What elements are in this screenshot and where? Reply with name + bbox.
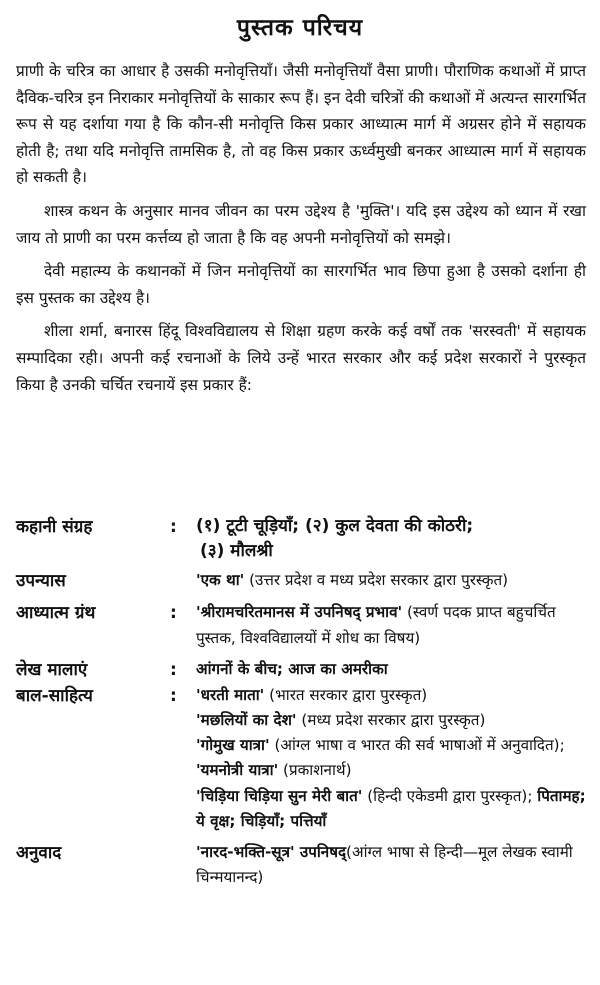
works-value-kahani: [196, 514, 590, 564]
works-value-bal: [196, 683, 590, 834]
bal-item-1-title: 'धरती माता': [196, 685, 265, 704]
paragraph-2: शास्त्र कथन के अनुसार मानव जीवन का परम उद्देश्य है 'मुक्ति'। यदि इस उद्देश्य को ध्यान में रखा जाय तो प्राणी का परम कर्त्तव्य हो जाता है कि वह अपनी मनोवृत्तियों को समझे।: [16, 201, 586, 247]
works-colon: :: [170, 685, 177, 706]
works-value-upanyas: [196, 568, 590, 593]
works-label-anuvad: अनुवाद: [16, 843, 62, 864]
bal-item-4-title: 'चिड़िया चिड़िया सुन मेरी बात': [196, 786, 363, 805]
works-label-bal: बाल-साहित्य: [16, 685, 93, 706]
adhyatma-note: (स्वर्ण पदक प्राप्त बहुचर्चित पुस्तक, विश्वविद्यालयों में शोध का विषय): [196, 603, 556, 647]
works-value-adhyatma: [196, 600, 590, 650]
works-colon: :: [170, 517, 177, 537]
upanyas-title: 'एक था': [196, 571, 245, 590]
kahani-line-1: (१) टूटी चूड़ियाँ; (२) कुल देवता की कोठरी;: [196, 516, 474, 536]
works-row-adhyatma: [16, 600, 590, 650]
bal-item-4: [196, 784, 590, 834]
bal-item-3b-title: 'यमनोत्री यात्रा': [196, 761, 279, 780]
bal-item-3b-note: (प्रकाशनार्थ): [278, 761, 352, 780]
works-colon: :: [170, 603, 177, 624]
bal-item-2-note: (मध्य प्रदेश सरकार द्वारा पुरस्कृत): [296, 711, 486, 730]
works-label-lekh: लेख मालाएं: [16, 659, 88, 680]
upanyas-note: (उत्तर प्रदेश व मध्य प्रदेश सरकार द्वारा पुरस्कृत): [244, 571, 509, 590]
kahani-line-2: (३) मौलश्री: [200, 541, 273, 562]
works-list: [16, 514, 590, 890]
bal-item-4-tail: पितामह; ये वृक्ष; चिड़ियाँ; पत्तियाँ: [196, 786, 586, 830]
works-row-bal: [16, 683, 590, 834]
paragraph-1: प्राणी के चरित्र का आधार है उसकी मनोवृत्तियाँ। जैसी मनोवृत्तियाँ वैसा प्राणी। पौराणिक कथाओं में प्राप्त दैविक-चरित्र इन निराकार मनोवृत्तियों के साकार रूप हैं। इन देवी चरित्रों की कथाओं में अत्यन्त सारगर्भित रूप से यह दर्शाया गया है कि कौन-सी मनोवृत्ति किस प्रकार आध्यात्म मार्ग में अग्रसर होने में सहायक होती है; तथा यदि मनोवृत्ति तामसिक है, तो वह किस प्रकार ऊर्ध्वमुखी बनकर आध्यात्म मार्ग में सहायक हो सकती है।: [16, 62, 586, 187]
bal-item-2-title: 'मछलियों का देश': [196, 711, 297, 730]
works-value-lekh: आंगनों के बीच; आज का अमरीका: [196, 659, 388, 678]
anuvad-title: 'नारद-भक्ति-सूत्र' उपनिषद्: [196, 843, 347, 862]
works-row-upanyas: [16, 568, 590, 594]
bal-item-3-title: 'गोमुख यात्रा': [196, 736, 270, 755]
works-row-anuvad: [16, 840, 590, 890]
bal-item-4-note: (हिन्दी एकेडमी द्वारा पुरस्कृत);: [362, 786, 538, 805]
works-label-kahani: कहानी संग्रह: [16, 517, 93, 537]
works-label-adhyatma: आध्यात्म ग्रंथ: [16, 603, 96, 624]
works-row-lekh: [16, 657, 590, 683]
bal-item-3-note: (आंग्ल भाषा व भारत की सर्व भाषाओं में अनुवादित);: [269, 736, 565, 755]
page-title: पुस्तक परिचय: [236, 15, 364, 41]
works-value-anuvad: [196, 840, 590, 890]
works-colon: :: [170, 659, 177, 680]
bal-item-1-note: (भारत सरकार द्वारा पुरस्कृत): [264, 685, 428, 704]
anuvad-note: (आंग्ल भाषा से हिन्दी—मूल लेखक स्वामी चिन्मयानन्द): [196, 843, 573, 887]
works-label-upanyas: उपन्यास: [16, 571, 66, 592]
paragraph-3: देवी महात्म्य के कथानकों में जिन मनोवृत्तियों का सारगर्भित भाव छिपा हुआ है उसको दर्शाना ही इस पुस्तक का उद्देश्य है।: [16, 262, 586, 307]
adhyatma-title: 'श्रीरामचरितमानस में उपनिषद् प्रभाव': [196, 603, 403, 622]
bal-item-3: [196, 733, 590, 783]
works-row-kahani: [16, 514, 590, 564]
intro-text: [16, 58, 586, 405]
bal-item-1: [196, 683, 590, 708]
paragraph-4: शीला शर्मा, बनारस हिंदू विश्वविद्यालय से शिक्षा ग्रहण करके कई वर्षों तक 'सरस्वती' में सहायक सम्पादिका रही। अपनी कई रचनाओं के लिये उन्हें भारत सरकार और कई प्रदेश सरकारों ने पुरस्कृत किया है उनकी चर्चित रचनायें इस प्रकार हैं:: [16, 322, 586, 394]
bal-item-2: [196, 708, 590, 733]
